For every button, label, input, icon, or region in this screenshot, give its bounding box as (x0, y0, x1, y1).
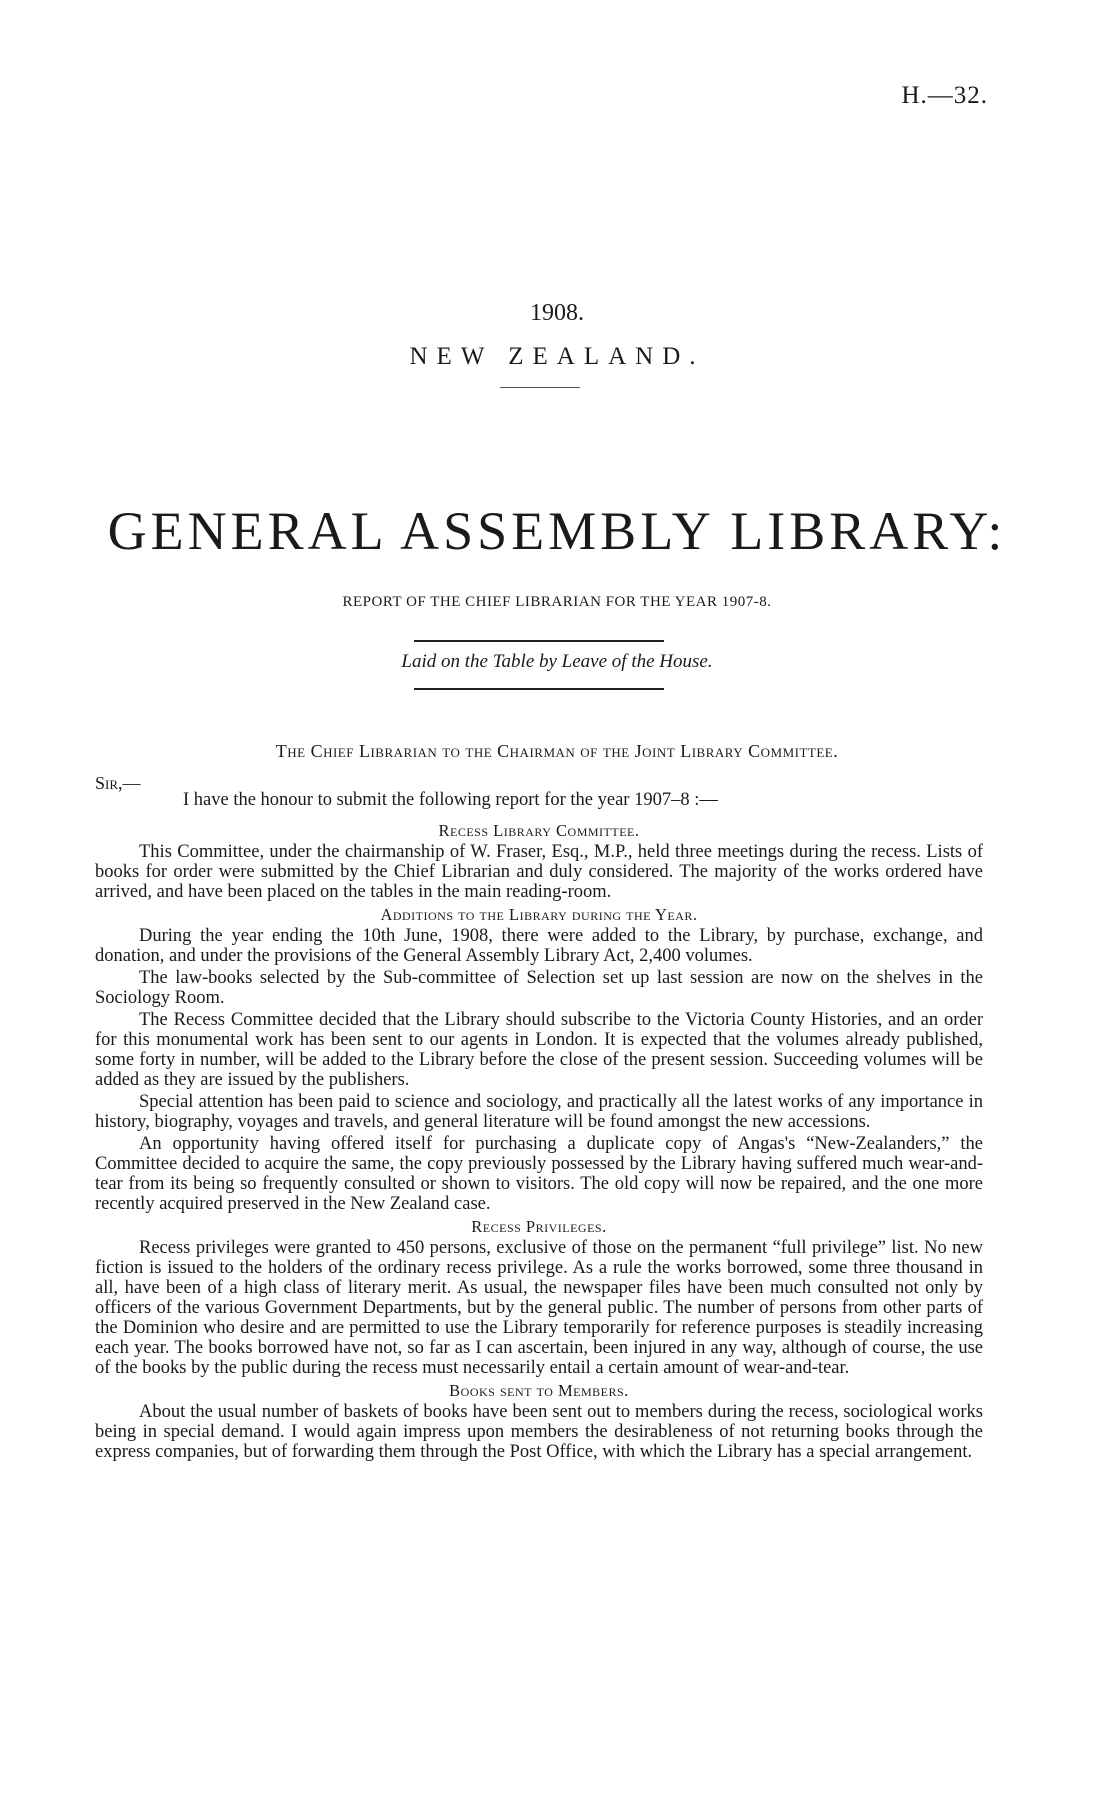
document-reference: H.—32. (901, 82, 988, 109)
paragraph: Recess privileges were granted to 450 persons, exclusive of those on the permanent “full privilege” list. No new fiction is issued to the holders of the ordinary recess privilege. As a rule the works borrowed, some three thousand in all, have been of a high class of literary merit. As usual, the newspaper files have been much consulted not only by officers of the various Government Departments, but by the general public. The number of persons from other parts of the Dominion who desire and are permitted to use the Library temporarily for reference purposes is steadily increasing each year. The books borrowed have not, so far as I can ascertain, been injured in any way, although of course, the use of the books by the public during the recess must necessarily entail a certain amount of wear-and-tear. (95, 1238, 983, 1378)
paragraph: About the usual number of baskets of books have been sent out to members during the recess, sociological works being in special demand. I would again impress upon members the desirableness of not returning books through the express companies, but of forwarding them through the Post Office, with which the Library has a special arrangement. (95, 1402, 983, 1462)
section-heading-recess-committee: Recess Library Committee. (438, 821, 640, 840)
paragraph: Special attention has been paid to science and sociology, and practically all the latest works of any importance in history, biography, voyages and travels, and general literature will be found amongst the new accessions. (95, 1092, 983, 1132)
short-divider (500, 387, 580, 388)
letter-intro: I have the honour to submit the following report for the year 1907–8 :— (183, 790, 718, 810)
section-heading-additions: Additions to the Library during the Year. (380, 905, 698, 924)
bottom-rule (414, 688, 664, 690)
paragraph: The Recess Committee decided that the Library should subscribe to the Victoria County Histories, and an order for this monumental work has been sent to our agents in London. It is expected that the volumes already published, some forty in number, will be added to the Library before the close of the present session. Succeeding volumes will be added as they are issued by the publishers. (95, 1010, 983, 1090)
paragraph: The law-books selected by the Sub-committee of Selection set up last session are now on the shelves in the Sociology Room. (95, 968, 983, 1008)
letter-sir: Sir,— (95, 773, 141, 793)
top-rule (414, 640, 664, 642)
document-year: 1908. (530, 300, 584, 326)
page-title: GENERAL ASSEMBLY LIBRARY: (107, 501, 1007, 561)
paragraph: An opportunity having offered itself for purchasing a duplicate copy of Angas's “New-Zealanders,” the Committee decided to acquire the same, the copy previously possessed by the Library having suffered much wear-and-tear from its being so frequently consulted or shown to visitors. The old copy will now be repaired, and the one more recently acquired preserved in the New Zealand case. (95, 1134, 983, 1214)
section-heading-books-to-members: Books sent to Members. (449, 1381, 629, 1400)
report-subtitle: REPORT OF THE CHIEF LIBRARIAN FOR THE YEAR 1907-8. (342, 594, 772, 610)
report-body (95, 820, 983, 1464)
paragraph: During the year ending the 10th June, 1908, there were added to the Library, by purchase, exchange, and donation, and under the provisions of the General Assembly Library Act, 2,400 volumes. (95, 926, 983, 966)
section-heading-recess-privileges: Recess Privileges. (471, 1217, 607, 1236)
laid-on-table-note: Laid on the Table by Leave of the House. (401, 651, 713, 672)
paragraph: This Committee, under the chairmanship of W. Fraser, Esq., M.P., held three meetings during the recess. Lists of books for order were submitted by the Chief Librarian and duly considered. The majority of the works ordered have arrived, and have been placed on the tables in the main reading-room. (95, 842, 983, 902)
letter-salutation: The Chief Librarian to the Chairman of the Joint Library Committee. (275, 741, 839, 761)
country-heading: NEW ZEALAND. (409, 343, 705, 370)
